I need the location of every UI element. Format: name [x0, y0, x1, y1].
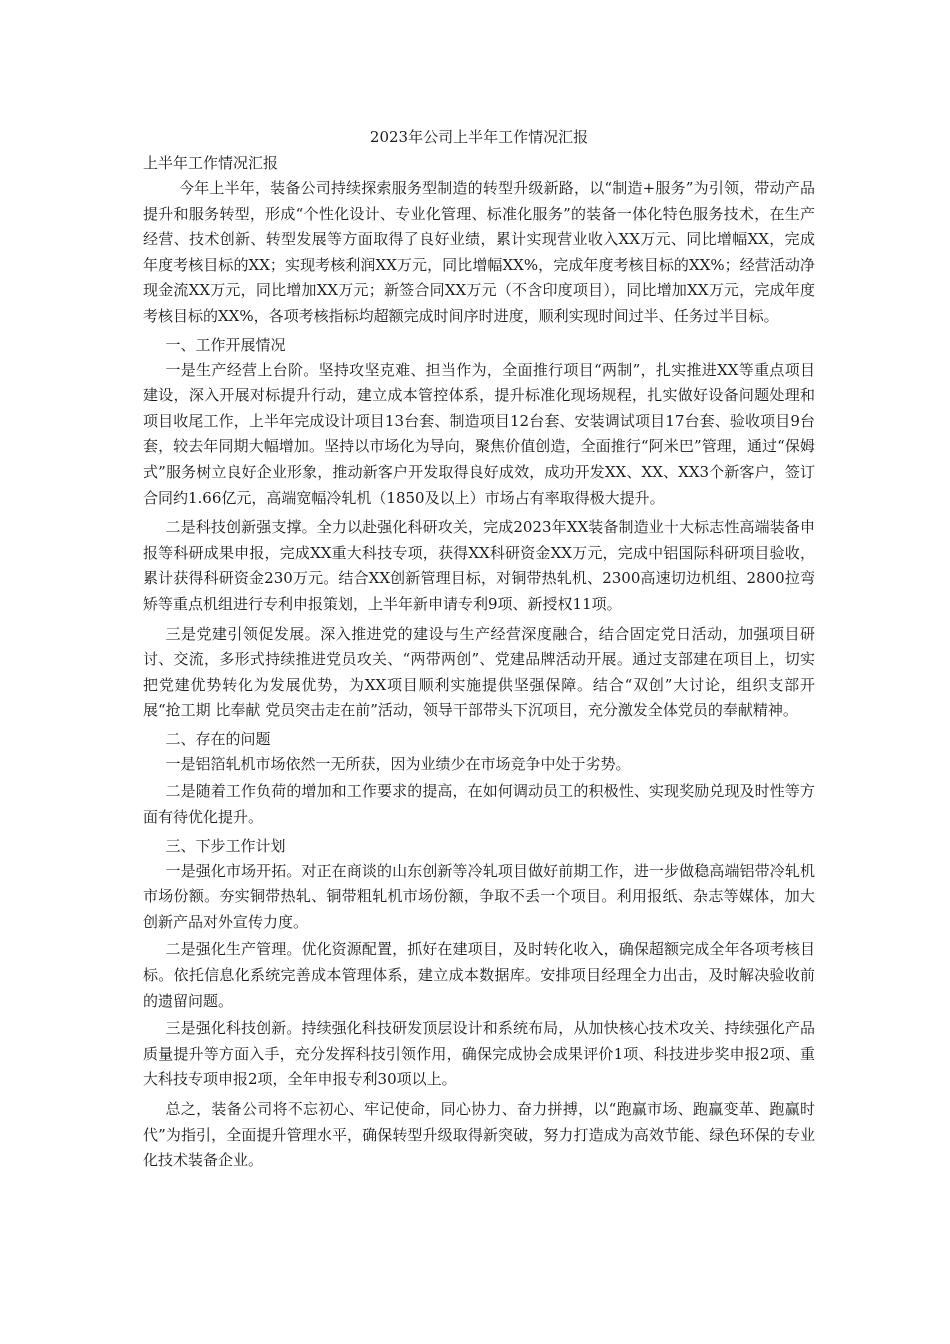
document-title: 2023年公司上半年工作情况汇报 [369, 128, 589, 146]
section-heading-work: 一、工作开展情况 [165, 335, 286, 354]
conclusion-paragraph: 总之，装备公司将不忘初心、牢记使命，同心协力、奋力拼搏，以“跑赢市场、跑赢变革、跑赢时代”为指引，全面提升管理水平，确保转型升级取得新突破，努力打造成为高效节能、绿色环保的专业化技术装备企业。 [143, 1100, 815, 1170]
document-subtitle: 上半年工作情况汇报 [143, 154, 279, 172]
plan-paragraph-technology: 三是强化科技创新。持续强化科技研发顶层设计和系统布局，从加快核心技术攻关、持续强化产品质量提升等方面入手，充分发挥科技引领作用，确保完成协会成果评价1项、科技进步奖申报2项、重大科技专项申报2项，全年申报专利30项以上。 [143, 1019, 815, 1089]
document-page [143, 124, 815, 1174]
section-heading-problems: 二、存在的问题 [165, 729, 271, 748]
plan-paragraph-production: 二是强化生产管理。优化资源配置，抓好在建项目，及时转化收入，确保超额完成全年各项考核目标。依托信息化系统完善成本管理体系，建立成本数据库。安排项目经理全力出击，及时解决验收前的遗留问题。 [143, 940, 815, 1010]
section-heading-plan: 三、下步工作计划 [165, 836, 286, 855]
problem-paragraph-staff: 二是随着工作负荷的增加和工作要求的提高，在如何调动员工的积极性、实现奖励兑现及时性等方面有待优化提升。 [143, 782, 815, 827]
problem-paragraph-market: 一是铝箔轧机市场依然一无所获，因为业绩少在市场竞争中处于劣势。 [165, 754, 631, 773]
work-paragraph-party: 三是党建引领促发展。深入推进党的建设与生产经营深度融合，结合固定党日活动，加强项目研讨、交流，多形式持续推进党员攻关、“两带两创”、党建品牌活动开展。通过支部建在项目上，切实把党建优势转化为发展优势，为XX项目顺利实施提供坚强保障。结合“双创”大讨论，组织支部开展“抢工期 比奉献 党员突击走在前”活动，领导干部带头下沉项目，充分激发全体党员的奉献精神。 [143, 624, 815, 720]
intro-paragraph: 今年上半年，装备公司持续探索服务型制造的转型升级新路，以“制造+服务”为引领，带动产品提升和服务转型，形成“个性化设计、专业化管理、标准化服务”的装备一体化特色服务技术，在生产经营、技术创新、转型发展等方面取得了良好业绩，累计实现营业收入XX万元、同比增幅XX，完成年度考核目标的XX；实现考核利润XX万元，同比增幅XX%，完成年度考核目标的XX%；经营活动净现金流XX万元，同比增加XX万元；新签合同XX万元（不含印度项目），同比增加XX万元，完成年度考核目标的XX%，各项考核指标均超额完成时间序时进度，顺利实现时间过半、任务过半目标。 [143, 179, 815, 325]
work-paragraph-production: 一是生产经营上台阶。坚持攻坚克难、担当作为，全面推行项目“两制”，扎实推进XX等重点项目建设，深入开展对标提升行动，建立成本管控体系，提升标准化现场规程，扎实做好设备问题处理和项目收尾工作，上半年完成设计项目13台套、制造项目12台套、安装调试项目17台套、验收项目9台套，较去年同期大幅增加。坚持以市场化为导向，聚焦价值创造，全面推行“阿米巴”管理，通过“保姆式”服务树立良好企业形象，推动新客户开发取得良好成效，成功开发XX、XX、XX3个新客户，签订合同约1.66亿元，高端宽幅冷轧机（1850及以上）市场占有率取得极大提升。 [143, 360, 815, 507]
work-paragraph-technology: 二是科技创新强支撑。全力以赴强化科研攻关，完成2023年XX装备制造业十大标志性高端装备申报等科研成果申报，完成XX重大科技专项，获得XX科研资金XX万元，完成中铝国际科研项目验收，累计获得科研资金230万元。结合XX创新管理目标，对铜带热轧机、2300高速切边机组、2800拉弯矫等重点机组进行专利申报策划，上半年新申请专利9项、新授权11项。 [143, 518, 815, 613]
plan-paragraph-market: 一是强化市场开拓。对正在商谈的山东创新等冷轧项目做好前期工作，进一步做稳高端铝带冷轧机市场份额。夯实铜带热轧、铜带粗轧机市场份额，争取不丢一个项目。利用报纸、杂志等媒体，加大创新产品对外宣传力度。 [143, 861, 815, 931]
